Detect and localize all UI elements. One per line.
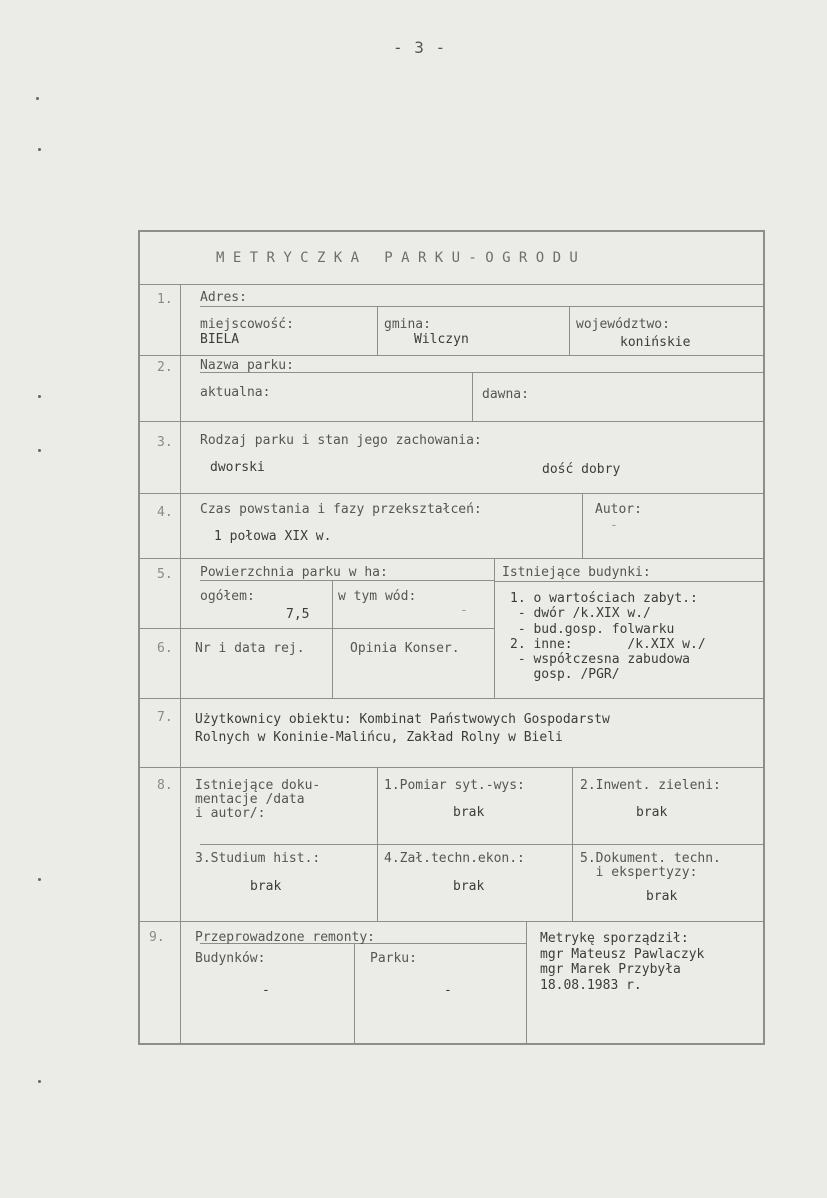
registration-label: Nr i data rej. [195,641,305,656]
documentation-label: Istniejące doku- mentacje /data i autor/: [195,778,321,821]
technical-documentation-value: brak [646,889,678,904]
park-renovation-label: Parku: [370,951,417,966]
park-name-label: Nazwa parku: [200,358,294,373]
current-name-label: aktualna: [200,385,271,400]
area-label: Powierzchnia parku w ha: [200,565,388,580]
margin-dot [38,449,41,452]
address-label: Adres: [200,290,247,305]
park-type-value: dworski [210,460,265,475]
creation-time-value: 1 połowa XIX w. [214,529,332,544]
park-renovation-value: - [444,983,452,998]
former-name-label: dawna: [482,387,529,402]
total-area-label: ogółem: [200,589,255,604]
tech-econ-value: brak [453,879,485,894]
margin-dot [38,1080,41,1083]
park-type-label: Rodzaj parku i stan jego zachowania: [200,433,482,448]
section-5-number: 5. [157,567,173,582]
buildings-label: Istniejące budynki: [502,565,651,580]
tech-econ-label: 4.Zał.techn.ekon.: [384,851,525,866]
users-text: Użytkownicy obiektu: Kombinat Państwowych Gospodarstw Rolnych w Koninie-Malińcu, Zakład Rolny w Bieli [195,712,610,745]
margin-dot [38,878,41,881]
margin-dot [36,97,39,100]
section-2-number: 2. [157,360,173,375]
survey-label: 1.Pomiar syt.-wys: [384,778,525,793]
condition-value: dość dobry [542,462,621,477]
section-9-number: 9. [149,930,165,945]
conservator-opinion-label: Opinia Konser. [350,641,460,656]
province-label: województwo: [576,317,670,332]
water-area-label: w tym wód: [338,589,417,604]
prepared-by-text: Metrykę sporządził: mgr Mateusz Pawlaczyk mgr Marek Przybyła 18.08.1983 r. [540,931,705,993]
greenery-inventory-label: 2.Inwent. zieleni: [580,778,721,793]
park-record-form [138,230,765,1045]
form-title: METRYCZKA PARKU-OGRODU [216,250,587,266]
margin-dot [38,395,41,398]
technical-documentation-label: 5.Dokument. techn. i ekspertyzy: [580,851,721,880]
page-number: - 3 - [393,38,447,57]
survey-value: brak [453,805,485,820]
historical-study-value: brak [250,879,282,894]
section-4-number: 4. [157,505,173,520]
greenery-inventory-value: brak [636,805,668,820]
author-label: Autor: [595,502,642,517]
creation-time-label: Czas powstania i fazy przekształceń: [200,502,482,517]
section-8-number: 8. [157,778,173,793]
commune-label: gmina: [384,317,431,332]
section-7-number: 7. [157,710,173,725]
buildings-renovation-value: - [262,983,270,998]
water-area-value: - [460,603,468,618]
buildings-renovation-label: Budynków: [195,951,266,966]
renovations-label: Przeprowadzone remonty: [195,930,376,945]
section-3-number: 3. [157,435,173,450]
historical-study-label: 3.Studium hist.: [195,851,321,866]
total-area-value: 7,5 [286,607,310,622]
locality-label: miejscowość: [200,317,294,332]
locality-value: BIELA [200,332,240,347]
province-value: konińskie [620,335,691,350]
commune-value: Wilczyn [414,332,469,347]
section-1-number: 1. [157,292,173,307]
buildings-list: 1. o wartościach zabyt.: - dwór /k.XIX w./ - bud.gosp. folwarku 2. inne: /k.XIX w./ - współczesna zabudowa gosp. /PGR/ [510,591,706,683]
section-6-number: 6. [157,641,173,656]
author-value: - [610,518,618,533]
margin-dot [38,148,41,151]
